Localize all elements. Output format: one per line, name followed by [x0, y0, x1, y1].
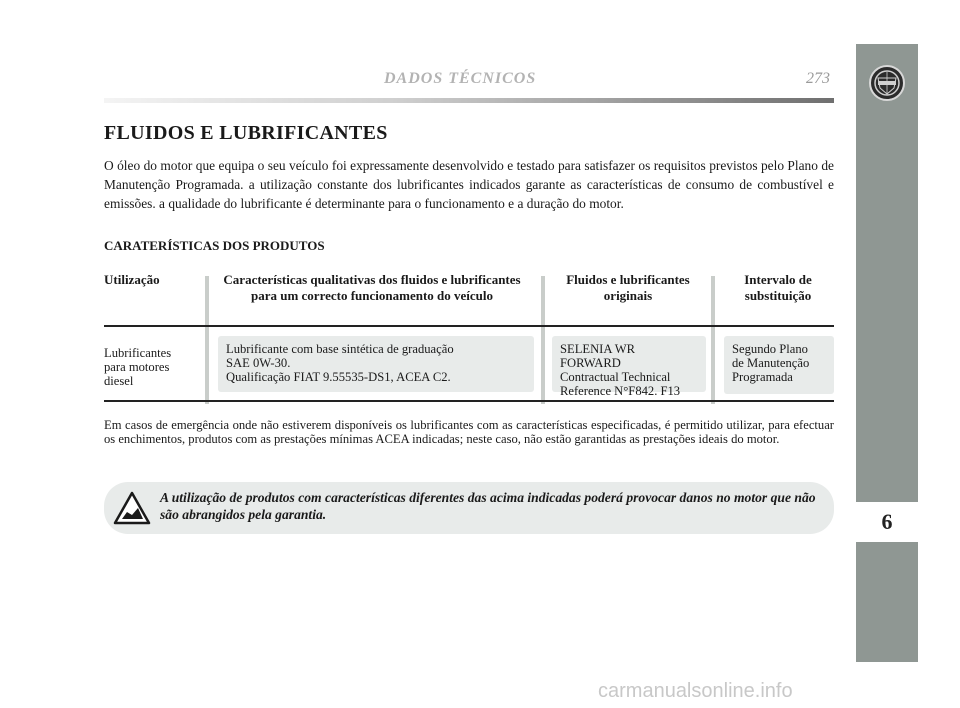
table-cell-fluidos [552, 336, 706, 398]
watermark: carmanualsonline.info [598, 680, 793, 702]
side-tab [856, 44, 918, 662]
table-bottom-rule [104, 400, 834, 402]
cell-line: SELENIA WR FORWARD [560, 342, 635, 370]
cell-line: Lubrificante com base sintética de graduação [226, 342, 454, 356]
header-title: DADOS TÉCNICOS [384, 70, 537, 87]
column-header-fluidos: Fluidos e lubrificantes originais [566, 272, 690, 303]
column-header-utilizacao: Utilização [104, 272, 160, 287]
column-header-caracteristicas: Características qualitativas dos fluidos e lubrificantes para um correcto funcionamento do veículo [223, 272, 521, 303]
warning-triangle-icon [112, 490, 152, 526]
cell-line: Qualificação FIAT 9.55535-DS1, ACEA C2. [226, 370, 451, 384]
cell-line: Contractual Technical [560, 370, 671, 384]
cell-line: Segundo Plano [732, 342, 808, 356]
section-subtitle: CARATERÍSTICAS DOS PRODUTOS [104, 238, 325, 253]
column-divider [541, 276, 545, 404]
page-title: FLUIDOS E LUBRIFICANTES [104, 122, 388, 144]
table-cell-caracteristicas [218, 336, 534, 392]
header-rule [104, 98, 834, 103]
column-divider [205, 276, 209, 404]
column-header-intervalo: Intervalo de substituição [744, 272, 812, 303]
chapter-number: 6 [856, 500, 918, 544]
emergency-note: Em casos de emergência onde não estiverem disponíveis os lubrificantes com as características especificadas, é permitido utilizar, para efectuar os enchimentos, produtos com as prestações mínimas ACEA indicadas; neste caso, não estão garantidas as prestações ideais do motor. [104, 418, 834, 446]
intro-paragraph: O óleo do motor que equipa o seu veículo foi expressamente desenvolvido e testado para satisfazer os requisitos previstos pelo Plano de Manutenção Programada. a utilização constante dos lubrificantes indicados garante as características de consumo de combustível e emissões. a qualidade do lubrificante é determinante para o funcionamento e a duração do motor. [104, 158, 834, 211]
cell-line: diesel [104, 374, 134, 388]
cell-line: SAE 0W-30. [226, 356, 291, 370]
cell-line: Lubrificantes [104, 346, 172, 360]
column-divider [711, 276, 715, 404]
cell-line: de Manutenção [732, 356, 810, 370]
warning-text: A utilização de produtos com características diferentes das acima indicadas poderá provocar danos no motor que não são abrangidos pela garantia. [160, 490, 816, 522]
lancia-logo-icon [869, 65, 905, 101]
table-cell-utilizacao [104, 346, 171, 388]
table-cell-intervalo [724, 336, 834, 394]
page-number: 273 [806, 70, 830, 87]
cell-line: para motores [104, 360, 170, 374]
table-header-rule [104, 325, 834, 327]
cell-line: Programada [732, 370, 793, 384]
cell-line: Reference N°F842. F13 [560, 384, 681, 398]
